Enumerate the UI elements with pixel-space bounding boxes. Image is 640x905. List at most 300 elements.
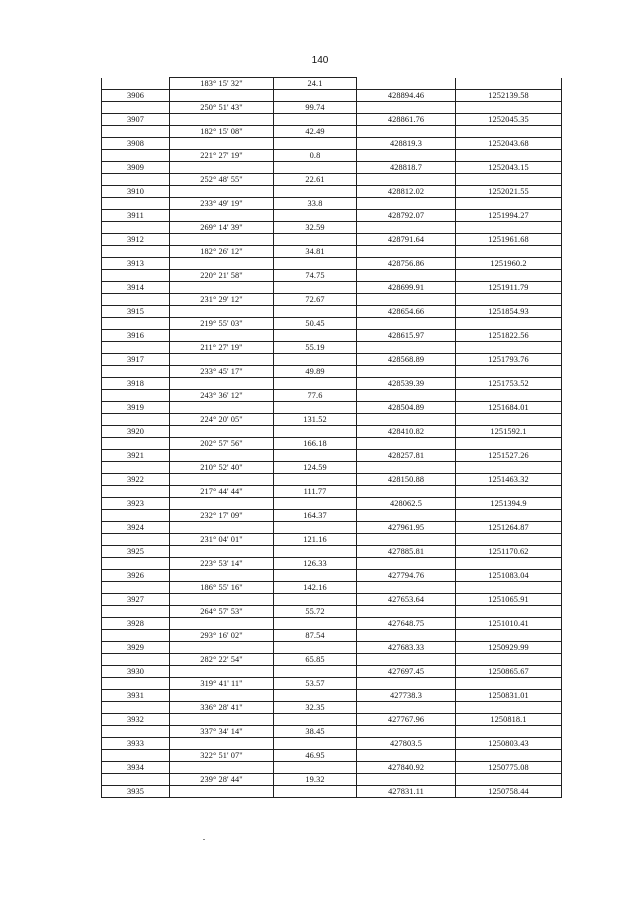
y-coordinate-cell: [456, 198, 562, 210]
point-number-cell: 3912: [102, 234, 170, 246]
point-number-cell: [102, 414, 170, 426]
x-coordinate-cell: [357, 486, 456, 498]
x-coordinate-cell: [357, 702, 456, 714]
bearing-cell: 219° 55' 03": [170, 318, 274, 330]
y-coordinate-cell: [456, 774, 562, 786]
x-coordinate-cell: 427831.11: [357, 786, 456, 798]
point-number-cell: [102, 510, 170, 522]
distance-cell: 111.77: [274, 486, 357, 498]
point-number-cell: [102, 246, 170, 258]
distance-cell: 33.8: [274, 198, 357, 210]
point-number-cell: 3921: [102, 450, 170, 462]
y-coordinate-cell: [456, 222, 562, 234]
bearing-cell: [170, 522, 274, 534]
x-coordinate-cell: [357, 510, 456, 522]
point-number-cell: 3924: [102, 522, 170, 534]
distance-cell: [274, 786, 357, 798]
distance-cell: [274, 282, 357, 294]
segment-row: [102, 294, 562, 306]
point-number-cell: 3911: [102, 210, 170, 222]
distance-cell: 164.37: [274, 510, 357, 522]
y-coordinate-cell: 1252139.58: [456, 90, 562, 102]
point-number-cell: [102, 294, 170, 306]
x-coordinate-cell: [357, 606, 456, 618]
distance-cell: 77.6: [274, 390, 357, 402]
y-coordinate-cell: 1251684.01: [456, 402, 562, 414]
point-number-cell: [102, 750, 170, 762]
bearing-cell: 250° 51' 43": [170, 102, 274, 114]
y-coordinate-cell: 1250803.43: [456, 738, 562, 750]
point-number-cell: 3914: [102, 282, 170, 294]
bearing-cell: 231° 29' 12": [170, 294, 274, 306]
point-number-cell: 3916: [102, 330, 170, 342]
point-number-cell: 3918: [102, 378, 170, 390]
x-coordinate-cell: 428568.89: [357, 354, 456, 366]
point-number-cell: 3915: [102, 306, 170, 318]
bearing-cell: [170, 402, 274, 414]
x-coordinate-cell: [357, 390, 456, 402]
bearing-cell: 264° 57' 53": [170, 606, 274, 618]
y-coordinate-cell: [456, 246, 562, 258]
point-number-cell: 3929: [102, 642, 170, 654]
segment-row: [102, 510, 562, 522]
distance-cell: [274, 162, 357, 174]
x-coordinate-cell: [357, 294, 456, 306]
point-row: [102, 762, 562, 774]
point-number-cell: 3927: [102, 594, 170, 606]
point-number-cell: [102, 174, 170, 186]
bearing-cell: [170, 162, 274, 174]
distance-cell: [274, 642, 357, 654]
y-coordinate-cell: [456, 294, 562, 306]
point-row: [102, 474, 562, 486]
point-row: [102, 594, 562, 606]
bearing-cell: [170, 666, 274, 678]
segment-row: [102, 774, 562, 786]
point-row: [102, 450, 562, 462]
scan-speck: [203, 839, 205, 840]
distance-cell: 124.59: [274, 462, 357, 474]
point-number-cell: [102, 342, 170, 354]
point-row: [102, 186, 562, 198]
bearing-cell: 243° 36' 12": [170, 390, 274, 402]
x-coordinate-cell: 427697.45: [357, 666, 456, 678]
segment-row: [102, 534, 562, 546]
point-row: [102, 114, 562, 126]
distance-cell: [274, 234, 357, 246]
bearing-cell: [170, 738, 274, 750]
bearing-cell: [170, 330, 274, 342]
y-coordinate-cell: [456, 174, 562, 186]
x-coordinate-cell: 428504.89: [357, 402, 456, 414]
x-coordinate-cell: 427803.5: [357, 738, 456, 750]
segment-row: [102, 270, 562, 282]
segment-row: [102, 342, 562, 354]
y-coordinate-cell: 1250831.01: [456, 690, 562, 702]
y-coordinate-cell: 1251961.68: [456, 234, 562, 246]
bearing-cell: [170, 450, 274, 462]
point-number-cell: [102, 654, 170, 666]
bearing-cell: [170, 546, 274, 558]
segment-row: [102, 654, 562, 666]
y-coordinate-cell: [456, 150, 562, 162]
y-coordinate-cell: [456, 366, 562, 378]
segment-row: [102, 222, 562, 234]
x-coordinate-cell: [357, 678, 456, 690]
segment-row: [102, 678, 562, 690]
point-row: [102, 306, 562, 318]
bearing-cell: 233° 49' 19": [170, 198, 274, 210]
point-row: [102, 90, 562, 102]
distance-cell: 74.75: [274, 270, 357, 282]
bearing-cell: [170, 690, 274, 702]
segment-row: [102, 102, 562, 114]
point-row: [102, 210, 562, 222]
distance-cell: 46.95: [274, 750, 357, 762]
y-coordinate-cell: [456, 462, 562, 474]
distance-cell: 87.54: [274, 630, 357, 642]
bearing-cell: [170, 90, 274, 102]
distance-cell: [274, 714, 357, 726]
point-number-cell: 3913: [102, 258, 170, 270]
distance-cell: 99.74: [274, 102, 357, 114]
point-number-cell: 3917: [102, 354, 170, 366]
point-number-cell: [102, 582, 170, 594]
segment-row: [102, 462, 562, 474]
y-coordinate-cell: [456, 654, 562, 666]
point-number-cell: 3909: [102, 162, 170, 174]
x-coordinate-cell: [357, 366, 456, 378]
distance-cell: [274, 114, 357, 126]
segment-row: [102, 150, 562, 162]
y-coordinate-cell: 1250865.67: [456, 666, 562, 678]
y-coordinate-cell: [456, 606, 562, 618]
distance-cell: 72.67: [274, 294, 357, 306]
bearing-cell: [170, 570, 274, 582]
distance-cell: [274, 594, 357, 606]
point-number-cell: 3907: [102, 114, 170, 126]
y-coordinate-cell: [456, 318, 562, 330]
x-coordinate-cell: [357, 174, 456, 186]
distance-cell: 65.85: [274, 654, 357, 666]
point-number-cell: 3934: [102, 762, 170, 774]
point-number-cell: [102, 606, 170, 618]
y-coordinate-cell: 1251394.9: [456, 498, 562, 510]
page-number: 140: [311, 55, 329, 66]
y-coordinate-cell: 1251264.87: [456, 522, 562, 534]
distance-cell: 32.59: [274, 222, 357, 234]
segment-row: [102, 558, 562, 570]
point-number-cell: [102, 390, 170, 402]
x-coordinate-cell: 427767.96: [357, 714, 456, 726]
segment-row: [102, 198, 562, 210]
x-coordinate-cell: 428894.46: [357, 90, 456, 102]
distance-cell: 121.16: [274, 534, 357, 546]
distance-cell: [274, 210, 357, 222]
segment-row: [102, 246, 562, 258]
y-coordinate-cell: 1252045.35: [456, 114, 562, 126]
point-row: [102, 234, 562, 246]
point-row: [102, 402, 562, 414]
bearing-cell: 336° 28' 41": [170, 702, 274, 714]
point-number-cell: [102, 462, 170, 474]
distance-cell: [274, 690, 357, 702]
bearing-cell: 252° 48' 55": [170, 174, 274, 186]
bearing-cell: 231° 04' 01": [170, 534, 274, 546]
y-coordinate-cell: [456, 510, 562, 522]
distance-cell: [274, 378, 357, 390]
segment-row: [102, 486, 562, 498]
segment-row: [102, 366, 562, 378]
y-coordinate-cell: [456, 342, 562, 354]
x-coordinate-cell: 427840.92: [357, 762, 456, 774]
bearing-cell: [170, 786, 274, 798]
y-coordinate-cell: 1250758.44: [456, 786, 562, 798]
bearing-cell: [170, 378, 274, 390]
segment-row: [102, 438, 562, 450]
y-coordinate-cell: 1251911.79: [456, 282, 562, 294]
x-coordinate-cell: [357, 558, 456, 570]
point-number-cell: 3926: [102, 570, 170, 582]
bearing-cell: 211° 27' 19": [170, 342, 274, 354]
distance-cell: [274, 546, 357, 558]
x-coordinate-cell: 428654.66: [357, 306, 456, 318]
x-coordinate-cell: 428699.91: [357, 282, 456, 294]
point-number-cell: [102, 558, 170, 570]
y-coordinate-cell: [456, 414, 562, 426]
bearing-cell: 221° 27' 19": [170, 150, 274, 162]
bearing-cell: 182° 26' 12": [170, 246, 274, 258]
point-row: [102, 570, 562, 582]
y-coordinate-cell: 1251170.62: [456, 546, 562, 558]
y-coordinate-cell: 1250775.08: [456, 762, 562, 774]
distance-cell: 126.33: [274, 558, 357, 570]
x-coordinate-cell: 428812.02: [357, 186, 456, 198]
y-coordinate-cell: [456, 726, 562, 738]
x-coordinate-cell: [357, 654, 456, 666]
point-number-cell: 3933: [102, 738, 170, 750]
bearing-cell: 202° 57' 56": [170, 438, 274, 450]
distance-cell: 53.57: [274, 678, 357, 690]
point-number-cell: 3908: [102, 138, 170, 150]
distance-cell: [274, 474, 357, 486]
y-coordinate-cell: [456, 630, 562, 642]
y-coordinate-cell: [456, 126, 562, 138]
x-coordinate-cell: [357, 414, 456, 426]
y-coordinate-cell: 1251463.32: [456, 474, 562, 486]
point-row: [102, 258, 562, 270]
point-row: [102, 546, 562, 558]
distance-cell: [274, 666, 357, 678]
point-row: [102, 426, 562, 438]
point-number-cell: [102, 150, 170, 162]
y-coordinate-cell: 1251527.26: [456, 450, 562, 462]
bearing-cell: 223° 53' 14": [170, 558, 274, 570]
bearing-cell: [170, 426, 274, 438]
bearing-cell: [170, 618, 274, 630]
distance-cell: 55.72: [274, 606, 357, 618]
point-number-cell: [102, 438, 170, 450]
y-coordinate-cell: [456, 390, 562, 402]
distance-cell: [274, 186, 357, 198]
point-row: [102, 282, 562, 294]
x-coordinate-cell: [357, 534, 456, 546]
y-coordinate-cell: 1251065.91: [456, 594, 562, 606]
bearing-cell: 210° 52' 40": [170, 462, 274, 474]
bearing-cell: [170, 258, 274, 270]
point-number-cell: 3935: [102, 786, 170, 798]
x-coordinate-cell: [357, 342, 456, 354]
point-number-cell: 3930: [102, 666, 170, 678]
y-coordinate-cell: 1252043.68: [456, 138, 562, 150]
point-row: [102, 618, 562, 630]
coordinate-table-body: [102, 78, 562, 798]
segment-row: [102, 606, 562, 618]
point-row: [102, 642, 562, 654]
x-coordinate-cell: [357, 462, 456, 474]
point-row: [102, 354, 562, 366]
bearing-cell: 186° 55' 16": [170, 582, 274, 594]
distance-cell: 0.8: [274, 150, 357, 162]
bearing-cell: 224° 20' 05": [170, 414, 274, 426]
distance-cell: [274, 138, 357, 150]
point-number-cell: [102, 534, 170, 546]
x-coordinate-cell: 428791.64: [357, 234, 456, 246]
bearing-cell: 239° 28' 44": [170, 774, 274, 786]
x-coordinate-cell: 427653.64: [357, 594, 456, 606]
distance-cell: [274, 306, 357, 318]
x-coordinate-cell: [357, 246, 456, 258]
point-row: [102, 330, 562, 342]
x-coordinate-cell: 428756.86: [357, 258, 456, 270]
bearing-cell: 282° 22' 54": [170, 654, 274, 666]
bearing-cell: [170, 282, 274, 294]
x-coordinate-cell: [357, 150, 456, 162]
distance-cell: [274, 570, 357, 582]
distance-cell: 22.61: [274, 174, 357, 186]
point-number-cell: [102, 318, 170, 330]
distance-cell: 50.45: [274, 318, 357, 330]
distance-cell: [274, 450, 357, 462]
distance-cell: 19.32: [274, 774, 357, 786]
point-row: [102, 714, 562, 726]
x-coordinate-cell: 428818.7: [357, 162, 456, 174]
x-coordinate-cell: [357, 126, 456, 138]
bearing-cell: 217° 44' 44": [170, 486, 274, 498]
y-coordinate-cell: [456, 534, 562, 546]
bearing-cell: [170, 306, 274, 318]
point-number-cell: [102, 198, 170, 210]
bearing-cell: 322° 51' 07": [170, 750, 274, 762]
bearing-cell: [170, 594, 274, 606]
distance-cell: 131.52: [274, 414, 357, 426]
point-number-cell: 3925: [102, 546, 170, 558]
point-number-cell: [102, 270, 170, 282]
bearing-cell: [170, 474, 274, 486]
x-coordinate-cell: [357, 726, 456, 738]
distance-cell: [274, 90, 357, 102]
bearing-cell: 293° 16' 02": [170, 630, 274, 642]
distance-cell: [274, 522, 357, 534]
point-number-cell: 3910: [102, 186, 170, 198]
bearing-cell: [170, 210, 274, 222]
distance-cell: [274, 330, 357, 342]
point-number-cell: 3919: [102, 402, 170, 414]
x-coordinate-cell: 427794.76: [357, 570, 456, 582]
x-coordinate-cell: [357, 774, 456, 786]
x-coordinate-cell: 428861.76: [357, 114, 456, 126]
y-coordinate-cell: 1251822.56: [456, 330, 562, 342]
distance-cell: [274, 258, 357, 270]
y-coordinate-cell: 1251994.27: [456, 210, 562, 222]
point-row: [102, 138, 562, 150]
distance-cell: 49.89: [274, 366, 357, 378]
y-coordinate-cell: [456, 582, 562, 594]
x-coordinate-cell: 428539.39: [357, 378, 456, 390]
x-coordinate-cell: [357, 270, 456, 282]
point-number-cell: 3928: [102, 618, 170, 630]
point-number-cell: 3920: [102, 426, 170, 438]
x-coordinate-cell: 428819.3: [357, 138, 456, 150]
segment-row: [102, 414, 562, 426]
bearing-cell: 319° 41' 11": [170, 678, 274, 690]
x-coordinate-cell: 427648.75: [357, 618, 456, 630]
distance-cell: 42.49: [274, 126, 357, 138]
point-row: [102, 378, 562, 390]
segment-row: [102, 702, 562, 714]
point-row: [102, 666, 562, 678]
point-number-cell: [102, 726, 170, 738]
x-coordinate-cell: 427961.95: [357, 522, 456, 534]
segment-row: [102, 750, 562, 762]
bearing-cell: 269° 14' 39": [170, 222, 274, 234]
x-coordinate-cell: 428150.88: [357, 474, 456, 486]
point-row: [102, 786, 562, 798]
distance-cell: [274, 354, 357, 366]
bearing-cell: [170, 714, 274, 726]
bearing-cell: [170, 498, 274, 510]
point-number-cell: [102, 630, 170, 642]
y-coordinate-cell: 1250929.99: [456, 642, 562, 654]
distance-cell: [274, 498, 357, 510]
segment-row: [102, 126, 562, 138]
x-coordinate-cell: [357, 318, 456, 330]
point-row: [102, 690, 562, 702]
x-coordinate-cell: 428615.97: [357, 330, 456, 342]
bearing-cell: 233° 45' 17": [170, 366, 274, 378]
point-number-cell: [102, 486, 170, 498]
x-coordinate-cell: [357, 78, 456, 90]
point-number-cell: 3932: [102, 714, 170, 726]
distance-cell: 24.1: [274, 78, 357, 90]
y-coordinate-cell: 1252043.15: [456, 162, 562, 174]
point-number-cell: [102, 702, 170, 714]
bearing-cell: 183° 15' 32": [170, 78, 274, 90]
y-coordinate-cell: 1252021.55: [456, 186, 562, 198]
x-coordinate-cell: [357, 222, 456, 234]
segment-row: [102, 582, 562, 594]
point-row: [102, 162, 562, 174]
bearing-cell: [170, 234, 274, 246]
x-coordinate-cell: [357, 198, 456, 210]
y-coordinate-cell: [456, 438, 562, 450]
bearing-cell: [170, 138, 274, 150]
y-coordinate-cell: 1251854.93: [456, 306, 562, 318]
y-coordinate-cell: [456, 702, 562, 714]
x-coordinate-cell: 428257.81: [357, 450, 456, 462]
bearing-cell: 182° 15' 08": [170, 126, 274, 138]
point-number-cell: 3922: [102, 474, 170, 486]
